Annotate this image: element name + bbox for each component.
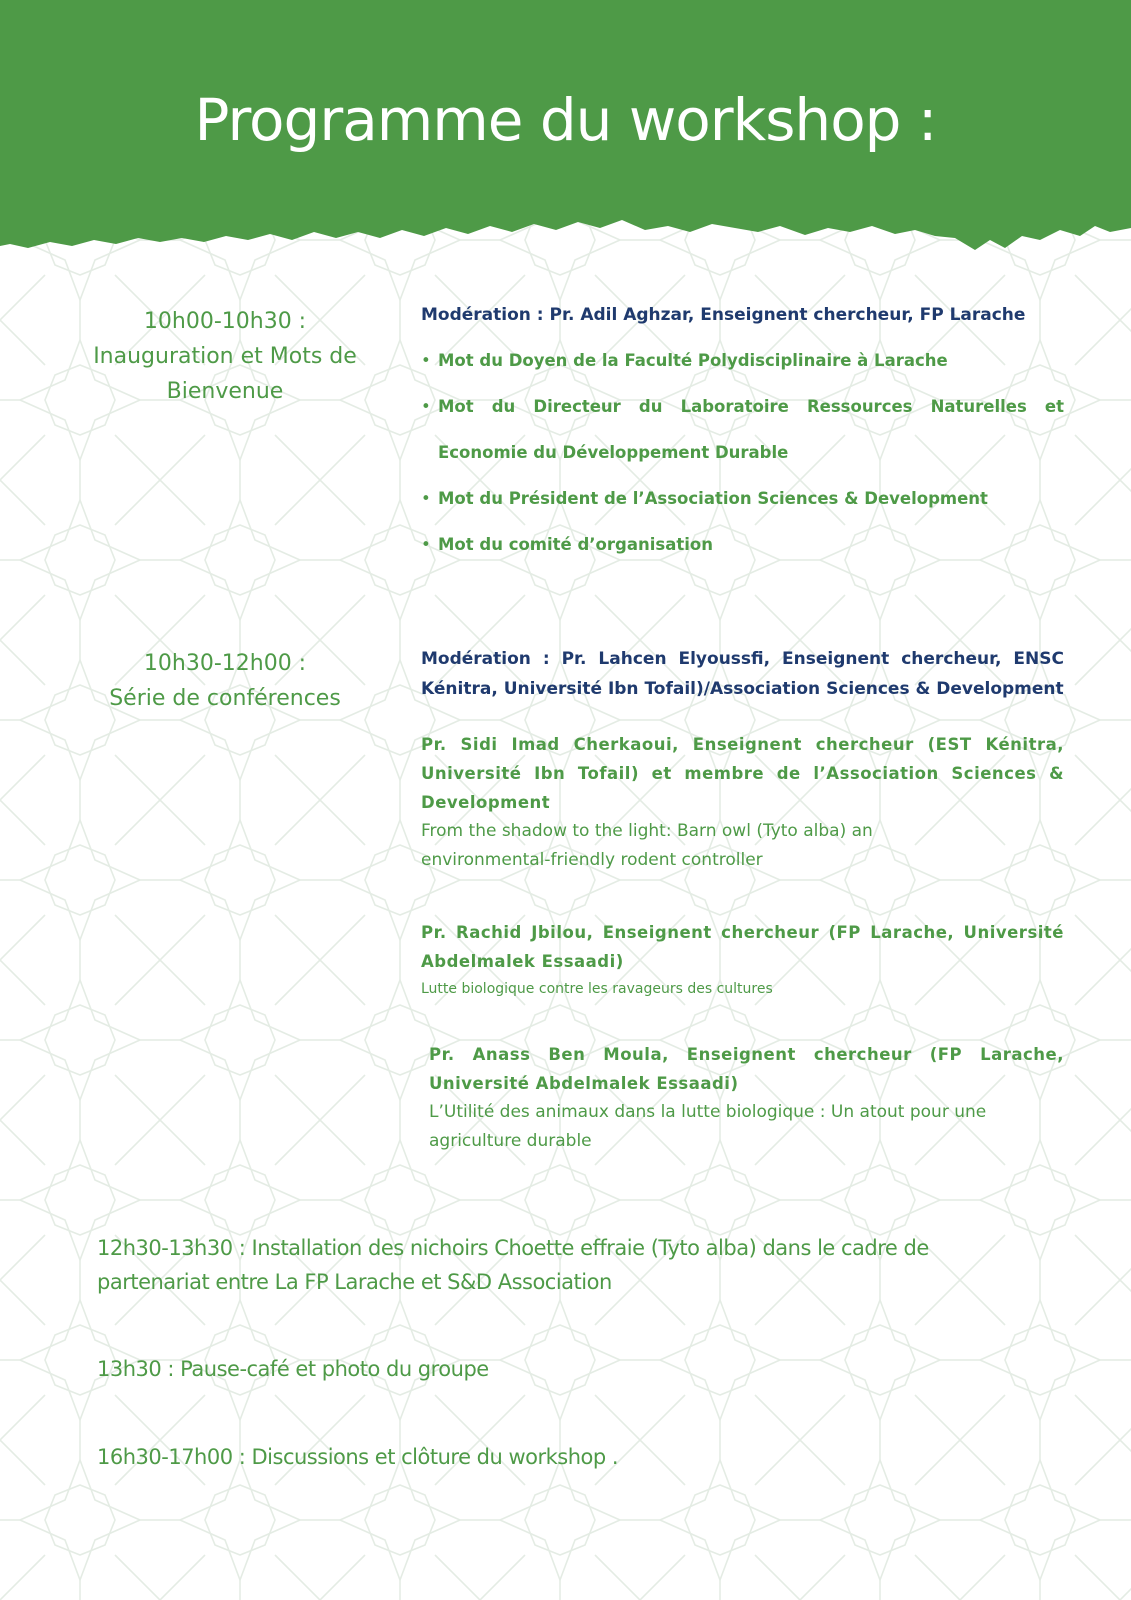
talk-2-title: Lutte biologique contre les ravageurs des cultures [421,981,773,997]
talk-3-title: L’Utilité des animaux dans la lutte biologique : Un atout pour une agriculture durable [429,1102,987,1151]
talk-2 [421,918,1064,1002]
bullet-icon: • [421,489,431,508]
slot2-title: Série de conférences [109,686,341,711]
slot1-time: 10h00-10h30 : [143,309,307,334]
header-banner [0,0,1131,262]
slot2-moderation: Modération : Pr. Lahcen Elyoussfi, Enseignent chercheur, ENSC Kénitra, Université Ibn Tofail)/Association Sciences & Development [421,649,1064,699]
talk-3 [429,1040,1064,1156]
slot1-speech-list [421,338,1064,568]
slot1-title: Inauguration et Mots de Bienvenue [93,344,357,404]
slot1-heading [70,304,380,409]
talk-1-speaker: Pr. Sidi Imad Cherkaoui, Enseignent chercheur (EST Kénitra, Université Ibn Tofail) et membre de l’Association Sciences & Development [421,735,1064,812]
later-coffee-break: 13h30 : Pause-café et photo du groupe [97,1357,489,1381]
slot1-details [421,300,1064,568]
talk-1 [421,730,1064,875]
list-item: • Mot du Doyen de la Faculté Polydisciplinaire à Larache [421,338,1064,384]
talk-3-speaker: Pr. Anass Ben Moula, Enseignent chercheur (FP Larache, Université Abdelmalek Essaadi) [429,1045,1064,1093]
slot1-moderation: Modération : Pr. Adil Aghzar, Enseignent chercheur, FP Larache [421,305,1026,325]
page-title: Programme du workshop : [194,86,937,154]
list-item: • Mot du Directeur du Laboratoire Ressources Naturelles et Economie du Développement Durable [421,384,1064,476]
later-closing: 16h30-17h00 : Discussions et clôture du workshop . [97,1445,619,1469]
talk-1-title: From the shadow to the light: Barn owl (Tyto alba) an environmental-friendly rodent controller [421,821,873,870]
slot2-details [421,644,1064,704]
bullet-icon: • [421,397,431,416]
list-item: • Mot du Président de l’Association Sciences & Development [421,476,1064,522]
list-item: • Mot du comité d’organisation [421,522,1064,568]
later-installation: 12h30-13h30 : Installation des nichoirs Choette effraie (Tyto alba) dans le cadre de partenariat entre La FP Larache et S&D Association [97,1236,929,1294]
bullet-icon: • [421,535,431,554]
slot2-time: 10h30-12h00 : [143,651,307,676]
bullet-icon: • [421,351,431,370]
talk-2-speaker: Pr. Rachid Jbilou, Enseignent chercheur (FP Larache, Université Abdelmalek Essaadi) [421,923,1064,971]
slot2-heading [70,646,380,716]
